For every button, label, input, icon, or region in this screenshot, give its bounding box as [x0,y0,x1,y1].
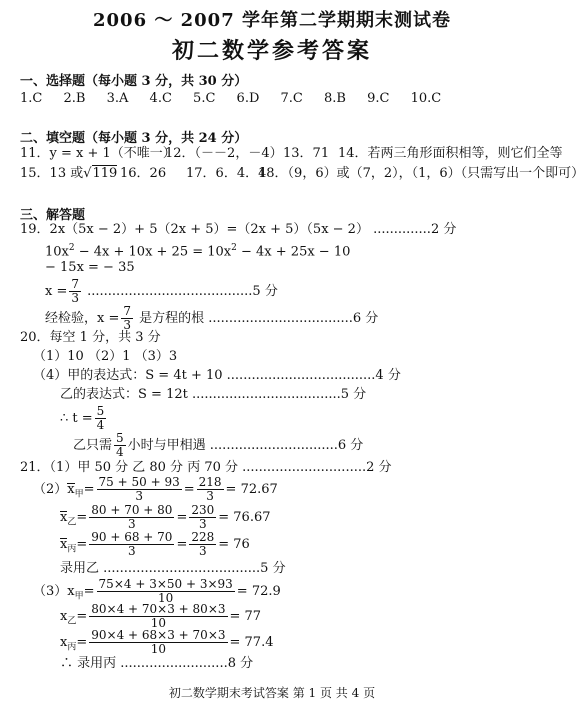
q19-line3: − 15x = − 35 [45,260,135,275]
q21-line8: $x_丙=$ $\frac{90\times 4 + 68\times 3 + 70\times 3}{10}$ = 77.4 [60,628,274,656]
exam-title: 2006 ～ 2007 学年第二学期期末测试卷 [93,10,451,31]
q21-line1: 21．（1）甲 50 分 乙 80 分 丙 70 分 ..............................2 分 [20,460,392,475]
q19-line4 [45,278,278,305]
answer-15-text: 15．13 或 [20,166,84,181]
fraction [89,603,227,630]
fraction [97,476,182,503]
q19-line2 [45,241,350,259]
q20-line6 [73,432,363,459]
fraction [97,578,235,605]
part-label: （2） [33,482,68,497]
denominator: 10 [150,616,167,630]
numerator: 75 + 50 + 93 [98,475,180,489]
q19-term: − 4x + 10x + 25 = 10x [74,244,232,260]
answer-15 [20,166,117,181]
q20-line4: 乙的表达式：S = 12t ....................................5 分 [60,387,367,402]
result: = 76 [218,537,250,552]
fraction [69,278,81,305]
denominator: 3 [123,318,131,332]
score-note: ........................................5 分 [83,284,278,299]
mean-symbol: x [60,537,68,552]
answer-10: 10.C [410,91,442,106]
q20-line1: 20．每空 1 分，共 3 分 [20,330,161,345]
answer-5: 5.C [193,91,216,106]
sqrt-radicand: 119 [92,166,118,181]
denominator: 3 [198,517,207,531]
numerator: 90×4 + 68×3 + 70×3 [91,628,226,642]
q19-term: 10x [45,244,69,260]
x-symbol: x [60,609,68,624]
answer-14: 14．若两三角形面积相等，则它们全等 [338,146,563,161]
numerator: 75×4 + 3×50 + 3×93 [98,577,233,591]
answer-4: 4.C [149,91,172,106]
denominator: 3 [198,544,207,558]
numerator: 7 [123,304,131,318]
q20-line3: （4）甲的表达式：S = 4t + 10 ....................................4 分 [33,368,401,383]
q19-check: 经检验，x = [45,311,120,326]
result: = 77 [229,609,262,624]
fraction [189,504,216,531]
fraction [89,504,174,531]
answer-11: 11．y = x + 1（不唯一） [20,146,176,161]
denominator: 3 [206,489,214,503]
q20-line5 [60,405,108,432]
denominator: 3 [128,517,136,531]
fraction [114,432,126,459]
fraction [189,531,216,558]
q20-text: 乙只需 [73,438,113,453]
fraction [95,405,107,432]
subscript: 丙 [67,544,77,555]
q21-line2: $(2)x_甲=$ $\frac{75 + 50 + 93}{3}$ = $\frac{218}{3}$ = 72.67 [33,475,278,503]
mean-symbol: x [67,482,75,497]
numerator: 228 [191,530,215,544]
denominator: 10 [158,591,174,605]
section2-heading: 二、填空题（每小题 3 分，共 24 分） [20,131,248,146]
therefore-t: ∴ t = [60,411,93,426]
answer-13: 13．71 [283,146,330,161]
answer-8: 8.B [324,91,346,106]
q19-term: − 4x + 25x − 10 [236,244,351,260]
q21-line9: ∴ 录用丙 ..........................8 分 [60,656,254,671]
numerator: 5 [96,404,105,418]
answer-12: 12．（－－2，－4） [165,146,283,161]
subscript: 乙 [67,616,77,627]
result: = 72.9 [236,584,281,599]
subscript: 甲 [74,591,84,602]
q21-line6: $(3)x_甲=$ $\frac{75\times 4 + 3\times 50 + 3\times 93}{10}$ = 72.9 [33,577,281,605]
numerator: 90 + 68 + 70 [91,530,173,544]
section3-heading: 三、解答题 [20,208,86,223]
q20-line2: （1）10 （2）1 （3）3 [33,349,178,364]
answer-9: 9.C [367,91,390,106]
denominator: 3 [128,544,136,558]
fraction [121,305,133,332]
numerator: 80 + 70 + 80 [91,503,173,517]
answer-6: 6.D [236,91,260,106]
answer-17: 17．6．4．4 [186,166,267,181]
subscript: 乙 [67,517,77,528]
numerator: 218 [198,475,222,489]
answer-18: 18．（9，6）或（7，2），（1，6）（只需写出一个即可） [258,166,584,181]
exponent: 2 [68,243,75,253]
denominator: 3 [71,291,79,305]
numerator: 80×4 + 70×3 + 80×3 [91,602,226,616]
answer-7: 7.C [280,91,303,106]
section1-answers [20,91,458,106]
score-note: 小时与甲相遇 ...............................6 分 [127,438,364,453]
answer-16: 16．26 [120,166,167,181]
score-note: 是方程的根 ...................................6 分 [135,311,379,326]
q19-line5 [45,305,378,332]
q21-line4: $x_丙=$ $\frac{90 + 68 + 70}{3}$ = $\frac{228}{3}$ = 76 [60,530,250,558]
page-footer: 初二数学期末考试答案 第 1 页 共 4 页 [168,686,376,700]
x-symbol: x [60,635,68,650]
subscript: 丙 [67,642,77,653]
denominator: 3 [135,489,143,503]
result: = 72.67 [225,482,278,497]
subscript: 甲 [74,489,84,500]
answer-1: 1.C [20,91,43,106]
q19-line1: 19．2x（5x − 2）+ 5（2x + 5）=（2x + 5）（5x − 2） ..............2 分 [20,222,457,237]
q21-line5: 录用乙 ......................................5 分 [60,561,286,576]
denominator: 4 [116,445,124,459]
fraction [89,531,174,558]
denominator: 10 [150,642,167,656]
q21-line7: $x_乙=$ $\frac{80\times 4 + 70\times 3 + 80\times 3}{10}$ = 77 [60,602,262,630]
answer-key-title: 初二数学参考答案 [171,38,372,64]
numerator: 230 [191,503,215,517]
fraction [89,629,227,656]
result: = 76.67 [218,510,271,525]
section1-heading: 一、选择题（每小题 3 分，共 30 分） [20,74,248,89]
result: = 77.4 [229,635,274,650]
part-label: （3） [33,584,68,599]
sqrt-sign: √ [83,166,92,181]
q21-line3: $x_乙=$ $\frac{80 + 70 + 80}{3}$ = $\frac{230}{3}$ = 76.67 [60,503,271,531]
exponent: 2 [231,243,237,253]
numerator: 7 [71,277,79,291]
denominator: 4 [96,418,105,432]
q19-x-eq: x = [45,284,68,299]
mean-symbol: x [60,510,68,525]
fraction [197,476,224,503]
x-symbol: x [67,584,75,599]
answer-2: 2.B [63,91,86,106]
numerator: 5 [116,431,124,445]
answer-3: 3.A [106,91,129,106]
